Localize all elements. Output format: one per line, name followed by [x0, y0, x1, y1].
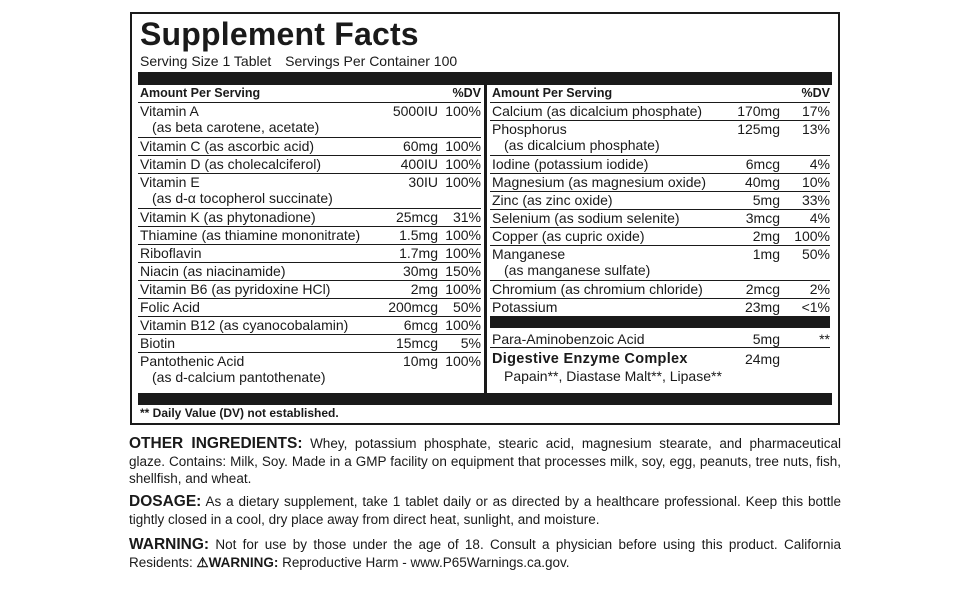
nutrient-name: Magnesium (as magnesium oxide)	[492, 174, 706, 190]
nutrient-dv: 31%	[452, 209, 481, 225]
dosage-text: As a dietary supplement, take 1 tablet daily or as directed by a healthcare professional. Keep this bottle tightly closed in a cool, dry place away from direct heat, sunlight, and moisture.	[129, 494, 841, 527]
nutrient-row	[138, 174, 481, 209]
section-rule	[490, 316, 830, 328]
nutrient-row	[490, 103, 830, 121]
nutrient-dv: 100%	[445, 317, 481, 333]
nutrient-amount: 24mg	[744, 351, 780, 367]
warning	[129, 536, 841, 571]
column-divider	[484, 85, 487, 393]
nutrient-amount: 5mg	[752, 331, 780, 347]
nutrient-amount: 30IU	[408, 174, 438, 190]
nutrient-dv: 33%	[801, 192, 830, 208]
warning-label: WARNING:	[129, 536, 210, 553]
nutrient-row	[490, 299, 830, 316]
nutrient-name: Chromium (as chromium chloride)	[492, 281, 703, 297]
nutrient-name: Vitamin B12 (as cyanocobalamin)	[140, 317, 349, 333]
nutrient-amount: 5mg	[752, 192, 780, 208]
nutrient-dv: 100%	[445, 353, 481, 369]
nutrient-amount: 125mg	[737, 121, 780, 137]
nutrient-dv: <1%	[801, 299, 830, 315]
nutrient-dv: 2%	[809, 281, 830, 297]
other-ingredients	[129, 435, 841, 488]
nutrient-amount: 200mcg	[388, 299, 438, 315]
nutrient-amount: 2mg	[410, 281, 438, 297]
nutrient-amount: 15mcg	[395, 335, 438, 351]
dv-header: %DV	[452, 86, 481, 100]
nutrient-amount: 1.7mg	[399, 245, 438, 261]
top-rule	[138, 72, 832, 85]
nutrient-row	[490, 210, 830, 228]
dosage-label: DOSAGE:	[129, 493, 202, 510]
right-table-header	[490, 85, 830, 103]
nutrient-dv: 100%	[445, 245, 481, 261]
nutrient-dv: 100%	[445, 156, 481, 172]
serving-info	[140, 53, 457, 69]
nutrient-name: Manganese	[492, 246, 566, 262]
nutrient-amount: 170mg	[737, 103, 780, 119]
nutrient-name: Vitamin C (as ascorbic acid)	[140, 138, 315, 154]
nutrient-amount: 6mcg	[403, 317, 438, 333]
nutrient-amount: 1mg	[752, 246, 780, 262]
other-ingredients-text: Whey, potassium phosphate, stearic acid, magnesium stearate, and pharmaceutical glaze. Contains: Milk, Soy. Made in a GMP facility on equipment that processes milk, soy, egg, peanuts, tree nuts, fish, shellfish, and wheat.	[129, 436, 841, 486]
nutrient-dv: 50%	[452, 299, 481, 315]
warning-text-2: Reproductive Harm - www.P65Warnings.ca.gov.	[278, 554, 570, 570]
nutrient-amount: 5000IU	[392, 103, 438, 119]
nutrient-dv: 5%	[460, 335, 481, 351]
nutrient-amount: 3mcg	[745, 210, 780, 226]
left-table-header	[138, 85, 481, 103]
nutrient-name: Selenium (as sodium selenite)	[492, 210, 680, 226]
nutrient-row	[490, 121, 830, 156]
nutrient-source: (as manganese sulfate)	[504, 262, 651, 278]
nutrient-source: (as d-α tocopherol succinate)	[152, 190, 333, 206]
nutrient-dv: 150%	[445, 263, 481, 279]
nutrient-row	[490, 174, 830, 192]
nutrient-dv: 100%	[794, 228, 830, 244]
supplement-facts-panel	[130, 12, 840, 425]
warning-label-2: WARNING:	[208, 554, 279, 570]
right-nutrient-table	[490, 85, 830, 388]
amount-per-serving-header: Amount Per Serving	[140, 86, 261, 100]
nutrient-name: Vitamin A	[140, 103, 199, 119]
dosage	[129, 493, 841, 528]
nutrient-row	[138, 103, 481, 138]
nutrient-name: Vitamin B6 (as pyridoxine HCl)	[140, 281, 331, 297]
nutrient-name: Iodine (potassium iodide)	[492, 156, 649, 172]
nutrient-name: Phosphorus	[492, 121, 567, 137]
nutrient-row	[138, 353, 481, 387]
nutrient-dv: 4%	[809, 156, 830, 172]
nutrient-dv: 100%	[445, 103, 481, 119]
nutrient-name: Zinc (as zinc oxide)	[492, 192, 613, 208]
nutrient-dv: 100%	[445, 227, 481, 243]
nutrient-row	[490, 156, 830, 174]
panel-title: Supplement Facts	[140, 16, 419, 52]
nutrient-row	[138, 245, 481, 263]
nutrient-row	[490, 228, 830, 246]
nutrient-dv: 10%	[801, 174, 830, 190]
nutrient-amount: 23mg	[744, 299, 780, 315]
nutrient-amount: 400IU	[400, 156, 438, 172]
nutrient-name: Copper (as cupric oxide)	[492, 228, 645, 244]
left-nutrient-table	[138, 85, 481, 387]
warning-triangle-icon: ⚠	[196, 554, 209, 570]
nutrient-dv: 17%	[801, 103, 830, 119]
nutrient-name: Vitamin E	[140, 174, 200, 190]
nutrient-row	[490, 246, 830, 281]
serving-size: Serving Size 1 Tablet	[140, 53, 272, 69]
nutrient-dv: 100%	[445, 138, 481, 154]
nutrient-source: (as d-calcium pantothenate)	[152, 369, 326, 385]
nutrient-source: (as beta carotene, acetate)	[152, 119, 320, 135]
warning-text: Not for use by those under the age of 18. Consult a physician before using this product. California Residents:	[129, 537, 841, 570]
nutrient-amount: 1.5mg	[399, 227, 438, 243]
nutrient-name: Niacin (as niacinamide)	[140, 263, 286, 279]
nutrient-row	[490, 192, 830, 210]
nutrient-name: Calcium (as dicalcium phosphate)	[492, 103, 703, 119]
nutrient-dv: **	[819, 331, 830, 347]
nutrient-source: (as dicalcium phosphate)	[504, 137, 660, 153]
nutrient-row	[490, 281, 830, 299]
nutrient-dv: 13%	[801, 121, 830, 137]
nutrient-row	[138, 138, 481, 156]
nutrient-name: Folic Acid	[140, 299, 200, 315]
nutrient-name: Thiamine (as thiamine mononitrate)	[140, 227, 361, 243]
servings-per-container: Servings Per Container 100	[285, 53, 458, 69]
nutrient-row	[138, 156, 481, 174]
nutrient-dv: 50%	[801, 246, 830, 262]
nutrient-row	[138, 299, 481, 317]
nutrient-amount: 25mcg	[395, 209, 438, 225]
nutrient-row	[138, 317, 481, 335]
nutrient-name: Para-Aminobenzoic Acid	[492, 331, 645, 347]
dv-header: %DV	[801, 86, 830, 100]
amount-per-serving-header: Amount Per Serving	[492, 86, 613, 100]
nutrient-amount: 2mg	[752, 228, 780, 244]
nutrient-row	[138, 263, 481, 281]
nutrient-name: Vitamin D (as cholecalciferol)	[140, 156, 322, 172]
nutrient-row	[138, 281, 481, 299]
nutrient-amount: 30mg	[402, 263, 438, 279]
nutrient-amount: 10mg	[402, 353, 438, 369]
nutrient-amount: 6mcg	[745, 156, 780, 172]
nutrient-row	[138, 335, 481, 353]
enzyme-components: Papain**, Diastase Malt**, Lipase**	[504, 368, 722, 384]
nutrient-dv: 100%	[445, 174, 481, 190]
nutrient-name: Pantothenic Acid	[140, 353, 245, 369]
enzyme-complex-name: Digestive Enzyme Complex	[492, 351, 688, 367]
nutrient-name: Biotin	[140, 335, 176, 351]
nutrient-amount: 60mg	[402, 138, 438, 154]
nutrient-amount: 2mcg	[745, 281, 780, 297]
nutrient-name: Vitamin K (as phytonadione)	[140, 209, 316, 225]
paba-row	[490, 328, 830, 348]
nutrient-row	[138, 227, 481, 245]
nutrient-row	[138, 209, 481, 227]
bottom-rule	[138, 393, 832, 405]
other-ingredients-label: OTHER INGREDIENTS:	[129, 435, 303, 452]
nutrient-name: Potassium	[492, 299, 558, 315]
dv-footnote: ** Daily Value (DV) not established.	[140, 406, 339, 420]
nutrient-dv: 4%	[809, 210, 830, 226]
enzyme-row	[490, 348, 830, 388]
nutrient-amount: 40mg	[744, 174, 780, 190]
nutrient-name: Riboflavin	[140, 245, 202, 261]
nutrient-dv: 100%	[445, 281, 481, 297]
